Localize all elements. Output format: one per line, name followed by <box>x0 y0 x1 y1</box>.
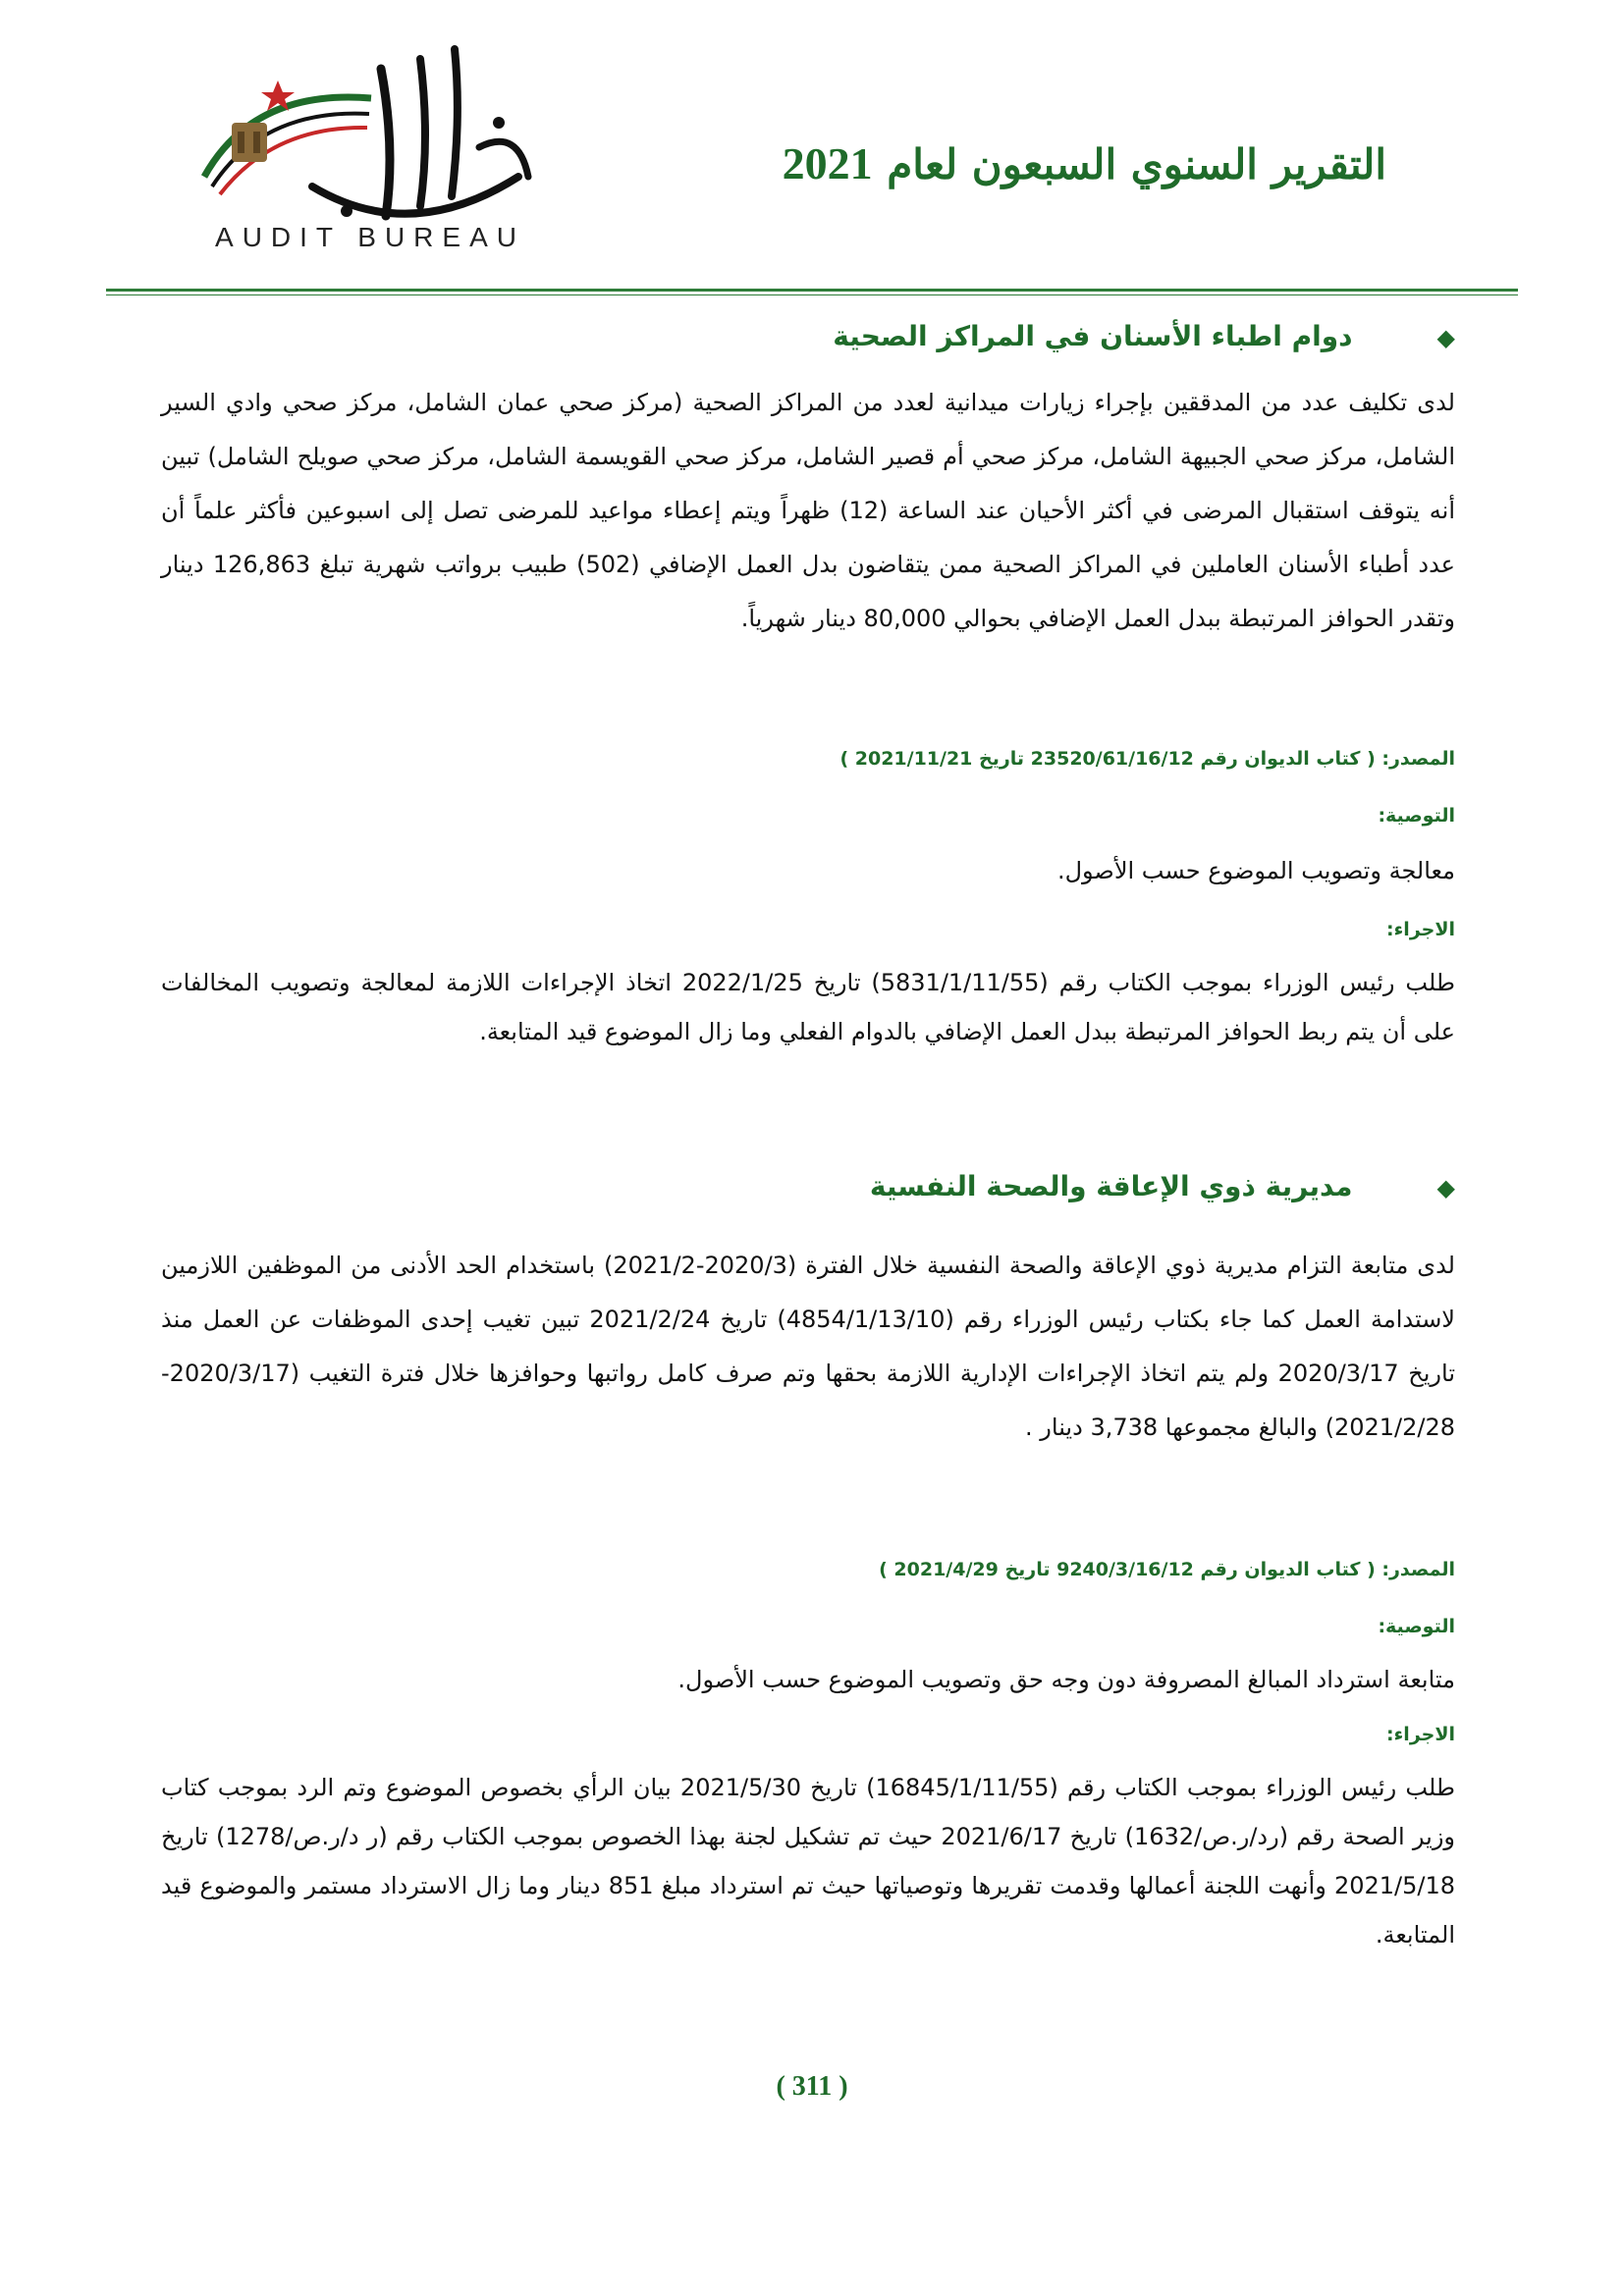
report-title <box>783 137 1386 189</box>
section2-paragraph: لدى متابعة التزام مديرية ذوي الإعاقة والصحة النفسية خلال الفترة (2020/3-2021/2) باستخدام الحد الأدنى من الموظفين اللازمين لاستدامة العمل كما جاء بكتاب رئيس الوزراء رقم (4854/1/13/10) تاريخ 2021/2/24 تبين تغيب إحدى الموظفات عن العمل منذ تاريخ 2020/3/17 ولم يتم اتخاذ الإجراءات الإدارية اللازمة بحقها وتم صرف كامل رواتبها وحوافزها خلال فترة التغيب (2020/3/17-2021/2/28) والبالغ مجموعها 3,738 دينار . <box>161 1252 1455 1441</box>
section1-action: طلب رئيس الوزراء بموجب الكتاب رقم (5831/1/11/55) تاريخ 2022/1/25 اتخاذ الإجراءات اللازمة لمعالجة وتصويب المخالفات على أن يتم ربط الحوافز المرتبطة ببدل العمل الإضافي بالدوام الفعلي وما زال الموضوع قيد المتابعة. <box>161 969 1455 1045</box>
section1-action-label: الاجراء: <box>1386 919 1455 940</box>
section1-recommendation-label: التوصية: <box>1378 805 1455 827</box>
section1-source: المصدر: ( كتاب الديوان رقم 23520/61/16/12 تاريخ 2021/11/21 ) <box>839 748 1455 770</box>
section2-action: طلب رئيس الوزراء بموجب الكتاب رقم (16845/1/11/55) تاريخ 2021/5/30 بيان الرأي بخصوص الموضوع وتم الرد بموجب كتاب وزير الصحة رقم (رد/ر.ص/1632) تاريخ 2021/6/17 حيث تم تشكيل لجنة بهذا الخصوص بموجب الكتاب رقم (ر د/ر.ص/1278) تاريخ 2021/5/18 وأنهت اللجنة أعمالها وقدمت تقريرها وتوصياتها حيث تم استرداد مبلغ 851 دينار وما زال الاسترداد مستمر والموضوع قيد المتابعة. <box>161 1774 1456 1949</box>
section2-source: المصدر: ( كتاب الديوان رقم 9240/3/16/12 تاريخ 2021/4/29 ) <box>879 1559 1455 1580</box>
section1-paragraph: لدى تكليف عدد من المدققين بإجراء زيارات ميدانية لعدد من المراكز الصحية (مركز صحي عمان الشامل، مركز صحي وادي السير الشامل، مركز صحي الجبيهة الشامل، مركز صحي أم قصير الشامل، مركز صحي القويسمة الشامل، مركز صحي صويلح الشامل) تبين أنه يتوقف استقبال المرضى في أكثر الأحيان عند الساعة (12) ظهراً ويتم إعطاء مواعيد للمرضى تصل إلى اسبوعين فأكثر علماً أن عدد أطباء الأسنان العاملين في المراكز الصحية ممن يتقاضون بدل العمل الإضافي (502) طبيب برواتب شهرية تبلغ 126,863 دينار وتقدر الحوافز المرتبطة ببدل العمل الإضافي بحوالي 80,000 دينار شهرياً. <box>161 389 1456 632</box>
page-number: ( 311 ) <box>776 2071 848 2102</box>
logo-caption: AUDIT BUREAU <box>215 222 525 252</box>
section1-recommendation: معالجة وتصويب الموضوع حسب الأصول. <box>1056 857 1455 884</box>
report-year: 2021 <box>782 138 873 188</box>
section2-recommendation-label: التوصية: <box>1378 1616 1455 1637</box>
diamond-bullet-icon: ◆ <box>1436 1174 1455 1201</box>
diamond-bullet-icon: ◆ <box>1436 324 1455 351</box>
report-title-text: التقرير السنوي السبعون لعام <box>887 140 1386 188</box>
section1-heading <box>161 320 1455 352</box>
section2-heading-text: مديرية ذوي الإعاقة والصحة النفسية <box>869 1170 1353 1202</box>
header-divider <box>106 289 1518 292</box>
petra-icon <box>232 123 267 162</box>
section2-heading <box>161 1170 1455 1202</box>
header-divider-thin <box>106 294 1518 295</box>
section2-recommendation: متابعة استرداد المبالغ المصروفة دون وجه حق وتصويب الموضوع حسب الأصول. <box>677 1666 1455 1693</box>
section1-heading-text: دوام اطباء الأسنان في المراكز الصحية <box>833 320 1353 352</box>
section2-action-label: الاجراء: <box>1386 1724 1455 1745</box>
